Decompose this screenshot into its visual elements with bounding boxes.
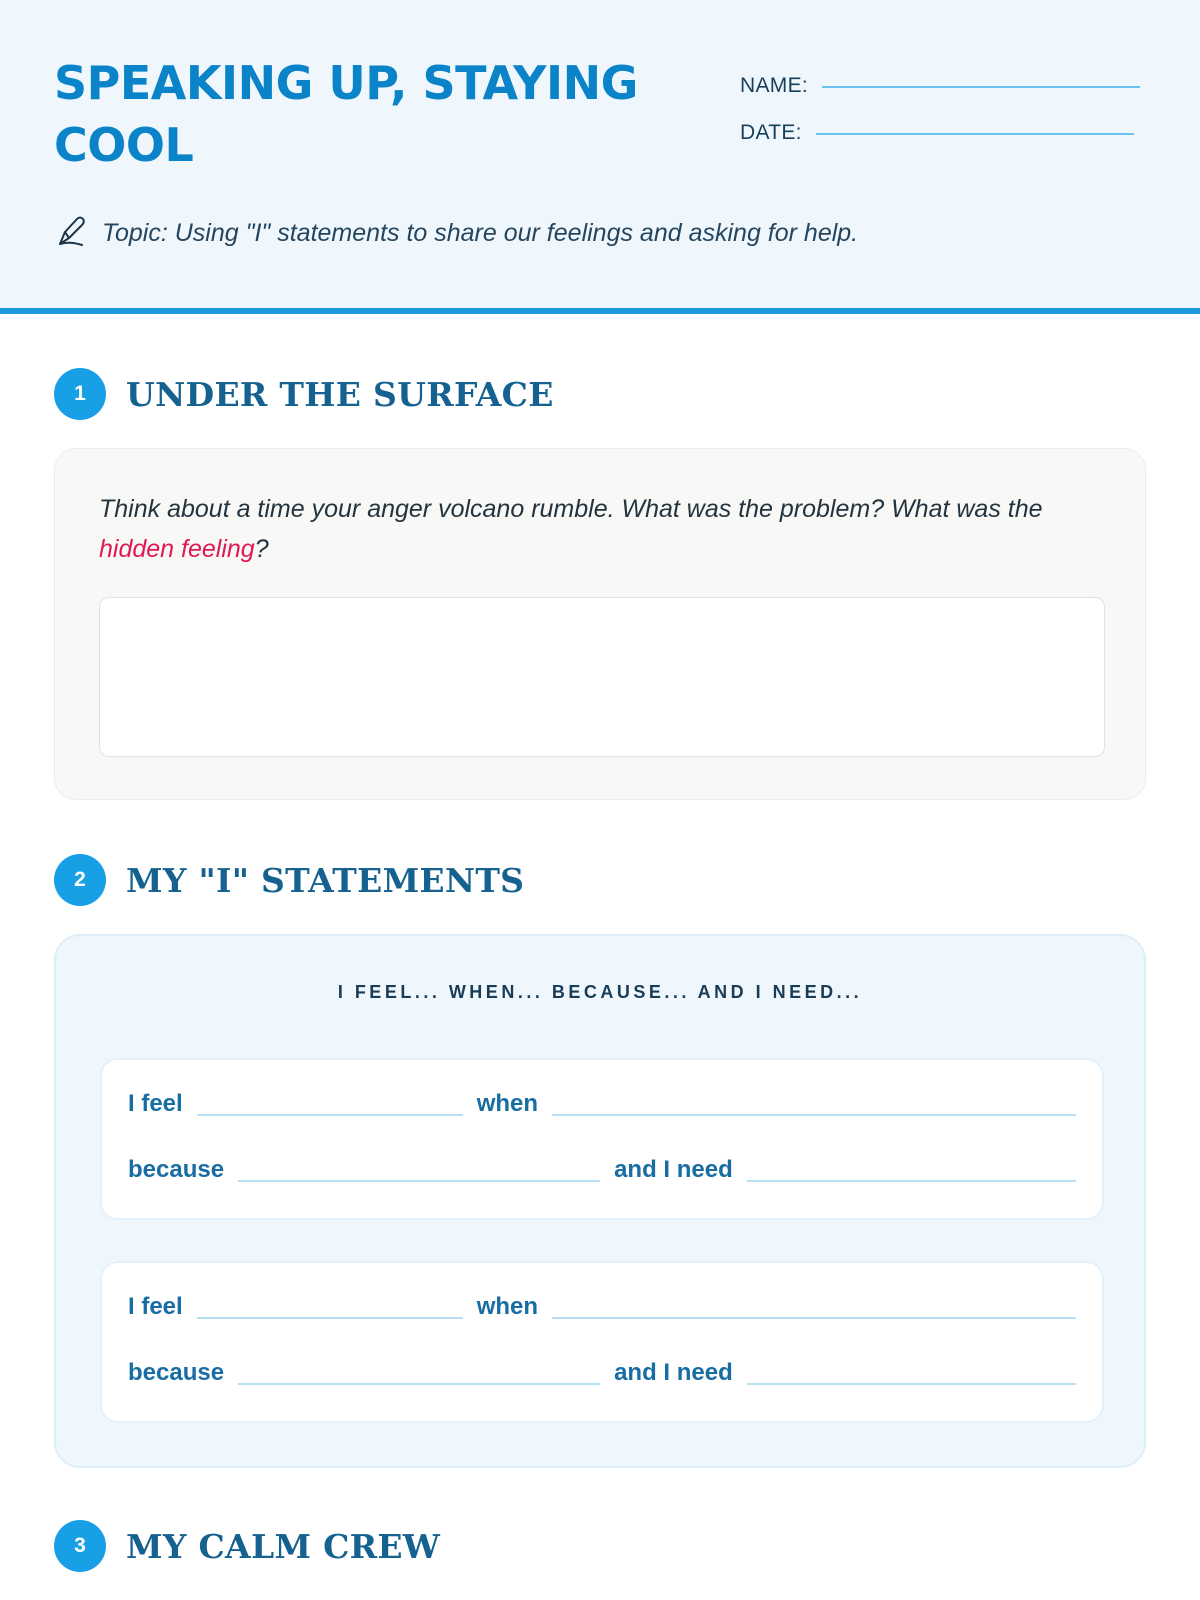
section-3-heading xyxy=(54,1520,440,1572)
section-2-heading xyxy=(54,854,524,906)
when-blank[interactable] xyxy=(552,1317,1076,1319)
prompt-text: Think about a time your anger volcano rumble. What was the problem? What was the xyxy=(99,495,1043,523)
and-i-need-label: and I need xyxy=(614,1156,733,1183)
pen-icon xyxy=(56,214,86,253)
i-feel-label: I feel xyxy=(128,1293,183,1320)
name-label: NAME: xyxy=(740,74,809,97)
section-1-prompt xyxy=(99,489,1109,569)
section-1-number-badge: 1 xyxy=(54,368,106,420)
date-field[interactable] xyxy=(740,121,1134,145)
prompt-end: ? xyxy=(254,535,269,563)
feeling-blank[interactable] xyxy=(197,1317,463,1319)
section-2-title: MY "I" STATEMENTS xyxy=(126,860,525,900)
need-blank[interactable] xyxy=(747,1383,1076,1385)
section-1-title: UNDER THE SURFACE xyxy=(126,374,554,414)
worksheet-title: SPEAKING UP, STAYING COOL xyxy=(54,56,638,172)
because-label: because xyxy=(128,1359,225,1386)
because-blank[interactable] xyxy=(238,1383,600,1385)
worksheet-header xyxy=(0,0,1200,314)
section-2-number-badge: 2 xyxy=(54,854,106,906)
feeling-blank[interactable] xyxy=(197,1114,463,1116)
name-input-line[interactable] xyxy=(822,86,1140,88)
i-statement-2 xyxy=(100,1261,1104,1423)
because-label: because xyxy=(128,1156,225,1183)
when-blank[interactable] xyxy=(552,1114,1076,1116)
need-blank[interactable] xyxy=(747,1180,1076,1182)
under-the-surface-card xyxy=(54,448,1146,800)
statement-1-row-2 xyxy=(128,1156,1076,1184)
statement-1-row-1 xyxy=(128,1090,1076,1118)
name-field[interactable] xyxy=(740,74,1140,98)
statement-formula: I FEEL... WHEN... BECAUSE... AND I NEED... xyxy=(337,982,863,1002)
statement-2-row-2 xyxy=(128,1359,1076,1387)
i-statement-1 xyxy=(100,1058,1104,1220)
section-3-title: MY CALM CREW xyxy=(126,1526,441,1566)
date-label: DATE: xyxy=(740,121,802,144)
statement-2-row-1 xyxy=(128,1293,1076,1321)
section-3-number-badge: 3 xyxy=(54,1520,106,1572)
date-input-line[interactable] xyxy=(816,133,1134,135)
because-blank[interactable] xyxy=(238,1180,600,1182)
section-1-heading xyxy=(54,368,554,420)
section-1-answer-box[interactable] xyxy=(99,597,1105,757)
prompt-highlight: hidden feeling xyxy=(99,535,255,563)
when-label: when xyxy=(476,1293,539,1320)
topic-text: Topic: Using "I" statements to share our feelings and asking for help. xyxy=(102,219,859,247)
i-statements-card xyxy=(54,934,1146,1468)
when-label: when xyxy=(476,1090,539,1117)
topic-line xyxy=(56,214,858,253)
i-feel-label: I feel xyxy=(128,1090,183,1117)
and-i-need-label: and I need xyxy=(614,1359,733,1386)
